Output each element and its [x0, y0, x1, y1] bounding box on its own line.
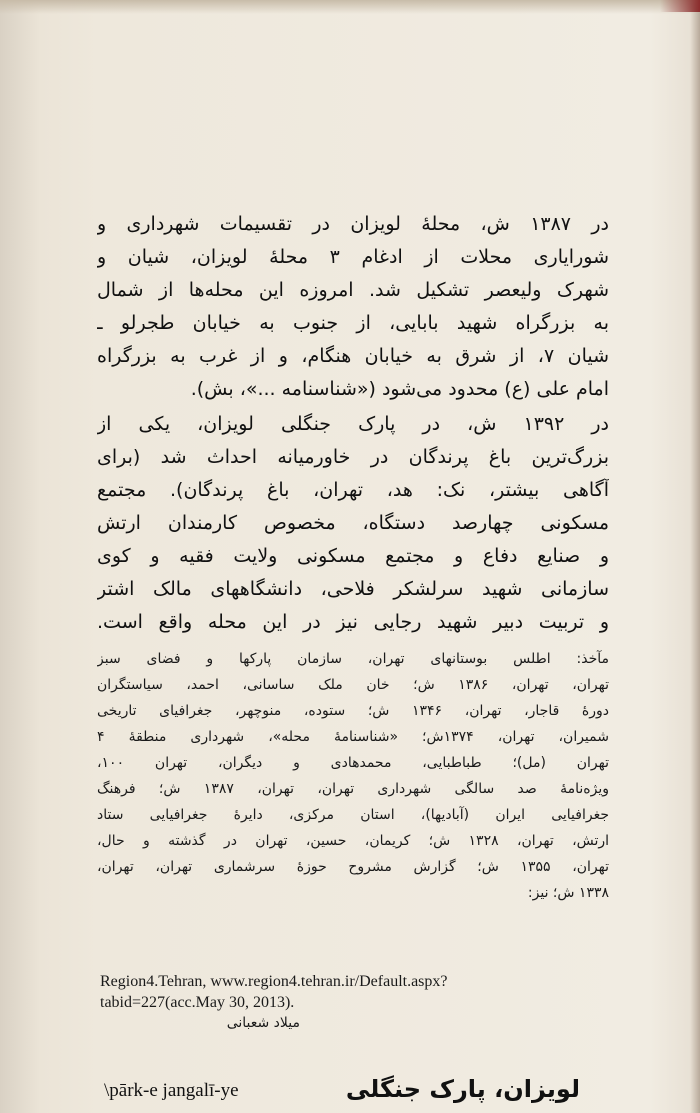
left-line	[0, 344, 44, 365]
left-line	[0, 684, 44, 705]
left-line	[0, 650, 44, 671]
left-line	[0, 446, 44, 467]
cover-edge	[660, 0, 700, 12]
left-line	[0, 378, 44, 399]
left-line	[0, 854, 44, 875]
left-line	[0, 480, 44, 501]
left-line	[0, 752, 44, 773]
source-line: ارتش، تهران، ۱۳۲۸ ش؛ کریمان، حسین، تهران در گذشته و حال،	[97, 833, 609, 849]
left-line	[0, 550, 44, 571]
reference-url-line: Region4.Tehran, www.region4.tehran.ir/Default.aspx?	[100, 973, 448, 990]
body-line: به بزرگراه شهید بابایی، از جنوب به خیابان طجرلو ـ	[97, 312, 609, 334]
left-line	[0, 888, 44, 909]
reference-url-line: tabid=227(acc.May 30, 2013).	[100, 994, 295, 1011]
source-line: جغرافیایی ایران (آبادیها)، استان مرکزی، دایرهٔ جغرافیایی ستاد	[97, 807, 609, 823]
left-line	[0, 514, 44, 535]
source-line: دورهٔ قاجار، تهران، ۱۳۴۶ ش؛ ستوده، منوچهر، جغرافیای تاریخی	[97, 703, 609, 719]
body-line: شورایاری محلات از ادغام ۳ محلهٔ لویزان، شیان و	[97, 246, 609, 268]
source-line: ۱۳۳۸ ش؛ نیز:	[527, 885, 609, 901]
body-line: و تربیت دبیر شهید رجایی نیز در این محله واقع است.	[97, 611, 609, 633]
source-line: تهران، تهران، ۱۳۸۶ ش؛ خان ملک ساسانی، احمد، سیاستگران	[97, 677, 609, 693]
left-line	[0, 786, 44, 807]
body-line: شیان ۷، از شرق به خیابان هنگام، و از غرب به بزرگراه	[97, 345, 609, 367]
left-line	[0, 312, 44, 333]
left-line	[0, 1024, 44, 1045]
left-line	[0, 278, 44, 299]
source-line: ویژه‌نامهٔ صد سالگی شهرداری تهران، تهران، ۱۳۸۷ ش؛ فرهنگ	[97, 781, 609, 797]
main-column	[97, 0, 609, 1113]
body-line: شهرک ولیعصر تشکیل شد. امروزه این محله‌ها از شمال	[97, 279, 609, 301]
body-line: سازمانی شهید سرلشکر فلاحی، دانشگاههای مالک اشتر	[97, 578, 609, 600]
left-line	[0, 210, 44, 231]
left-line	[0, 820, 44, 841]
author-name: میلاد شعبانی	[226, 1015, 300, 1031]
left-line	[0, 616, 44, 637]
left-line	[0, 990, 44, 1011]
body-line: در ۱۳۹۲ ش، در پارک جنگلی لویزان، یکی از	[97, 413, 609, 435]
left-line	[0, 582, 44, 603]
left-line	[0, 718, 44, 739]
left-line	[0, 956, 44, 977]
left-line	[0, 242, 44, 263]
left-line	[0, 412, 44, 433]
left-line	[0, 922, 44, 943]
source-line: مآخذ: اطلس بوستانهای تهران، سازمان پارکها و فضای سبز	[97, 651, 609, 667]
source-line: تهران، ۱۳۵۵ ش؛ گزارش مشروح حوزهٔ سرشماری تهران، تهران،	[97, 859, 609, 875]
entry-transliteration: \pārk-e jangalī-ye	[104, 1080, 239, 1101]
source-line: شمیران، تهران، ۱۳۷۴ش؛ «شناسنامهٔ محله»، شهرداری منطقهٔ ۴	[97, 729, 609, 745]
body-line: مسکونی چهارصد دستگاه، مخصوص کارمندان ارتش	[97, 512, 609, 534]
left-column-cropped	[0, 200, 44, 1113]
body-line: در ۱۳۸۷ ش، محلهٔ لویزان در تقسیمات شهرداری و	[97, 213, 609, 235]
body-line: امام علی (ع) محدود می‌شود («شناسنامه ...»، بش).	[190, 378, 609, 400]
body-line: و صنایع دفاع و مجتمع مسکونی ولایت فقیه و کوی	[97, 545, 609, 567]
entry-headword: لویزان، پارک جنگلی	[345, 1075, 580, 1103]
body-line: آگاهی بیشتر، نک: هد، تهران، باغ پرندگان). مجتمع	[97, 479, 609, 501]
source-line: تهران (مل)؛ طباطبایی، محمدهادی و دیگران، تهران ۱۰۰،	[97, 755, 609, 771]
body-line: بزرگ‌ترین باغ پرندگان در خاورمیانه احداث شد (برای	[97, 446, 609, 468]
